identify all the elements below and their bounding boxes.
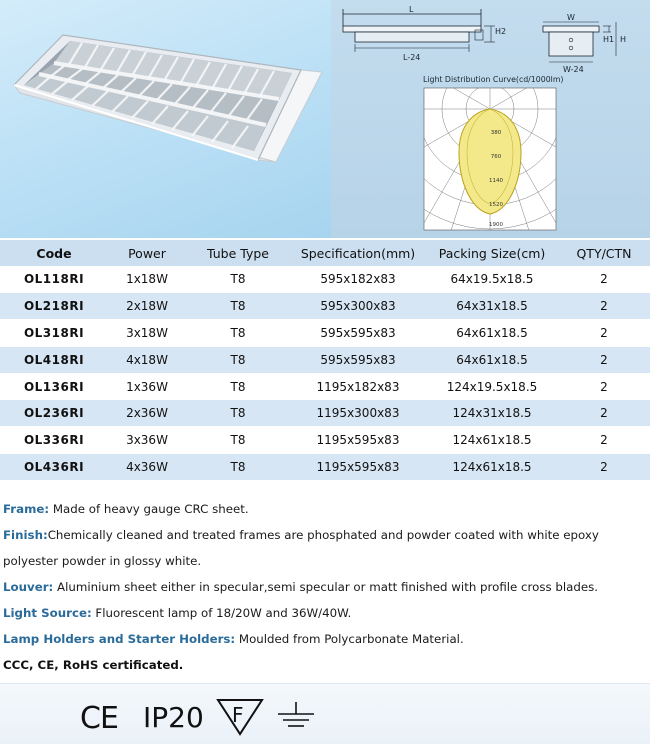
cell-power: 3x36W: [108, 427, 186, 454]
cell-code: OL318RI: [0, 320, 108, 347]
curve-value-4: 1520: [489, 202, 503, 208]
table-header-row: [0, 240, 650, 266]
col-header-packing-size: Packing Size(cm): [426, 240, 558, 266]
cell-specification: 595x182x83: [290, 266, 426, 293]
cell-packing-size: 124x61x18.5: [426, 454, 558, 481]
frame-text: Made of heavy gauge CRC sheet.: [49, 502, 249, 516]
cell-tube-type: T8: [186, 400, 290, 427]
cell-qty: 2: [558, 346, 650, 373]
cell-qty: 2: [558, 320, 650, 347]
finish-line: [3, 522, 646, 574]
cell-code: OL118RI: [0, 266, 108, 293]
cell-specification: 595x300x83: [290, 293, 426, 320]
f-mark-letter: F: [232, 703, 244, 727]
holders-line: [3, 626, 646, 652]
side-view-body: [343, 26, 481, 32]
curve-value-1: 380: [490, 130, 502, 136]
cert-marks-graphic: [0, 684, 650, 744]
light-source-text: Fluorescent lamp of 18/20W and 36W/40W.: [91, 606, 352, 620]
cell-specification: 595x595x83: [290, 320, 426, 347]
end-view-body: [543, 26, 599, 32]
luminaire-image: [0, 0, 331, 238]
cell-packing-size: 64x31x18.5: [426, 293, 558, 320]
cell-qty: 2: [558, 373, 650, 400]
certification-text: CCC, CE, RoHS certificated.: [3, 658, 184, 672]
cell-code: OL336RI: [0, 427, 108, 454]
louver-label: Louver:: [3, 580, 54, 594]
cell-tube-type: T8: [186, 427, 290, 454]
product-header: [0, 0, 650, 238]
cell-tube-type: T8: [186, 266, 290, 293]
col-header-qty: QTY/CTN: [558, 240, 650, 266]
frame-label: Frame:: [3, 502, 50, 516]
holders-label: Lamp Holders and Starter Holders:: [3, 632, 236, 646]
ip-rating: IP20: [143, 701, 204, 734]
cell-power: 2x36W: [108, 400, 186, 427]
table-row: [0, 400, 650, 427]
louver-line: [3, 574, 646, 600]
curve-value-3: 1140: [489, 178, 503, 184]
certification-marks: [0, 683, 650, 744]
light-curve-title: Light Distribution Curve(cd/1000lm): [423, 75, 564, 84]
cell-specification: 1195x595x83: [290, 454, 426, 481]
cell-code: OL418RI: [0, 346, 108, 373]
cell-packing-size: 124x19.5x18.5: [426, 373, 558, 400]
col-header-specification: Specification(mm): [290, 240, 426, 266]
cell-power: 3x18W: [108, 320, 186, 347]
cell-packing-size: 124x31x18.5: [426, 400, 558, 427]
louver-text: Aluminium sheet either in specular,semi specular or matt finished with profile cross blades.: [53, 580, 599, 594]
cell-packing-size: 64x61x18.5: [426, 320, 558, 347]
cell-qty: 2: [558, 400, 650, 427]
cell-tube-type: T8: [186, 293, 290, 320]
cell-tube-type: T8: [186, 346, 290, 373]
cell-code: OL218RI: [0, 293, 108, 320]
cell-packing-size: 124x61x18.5: [426, 427, 558, 454]
cell-qty: 2: [558, 266, 650, 293]
cell-power: 4x18W: [108, 346, 186, 373]
cell-qty: 2: [558, 454, 650, 481]
dim-H1-label: H1: [603, 35, 615, 44]
cell-code: OL136RI: [0, 373, 108, 400]
dim-L-label: L: [409, 5, 414, 14]
product-photo: [0, 0, 331, 238]
cell-power: 4x36W: [108, 454, 186, 481]
table-row: [0, 320, 650, 347]
cell-qty: 2: [558, 427, 650, 454]
dimension-drawing: [331, 0, 650, 238]
ce-mark: CE: [80, 701, 118, 736]
dim-W-label: W: [567, 13, 575, 22]
cell-specification: 1195x595x83: [290, 427, 426, 454]
technical-drawing-panel: [331, 0, 650, 238]
cell-packing-size: 64x19.5x18.5: [426, 266, 558, 293]
cell-specification: 595x595x83: [290, 346, 426, 373]
finish-text: Chemically cleaned and treated frames are phosphated and powder coated with white epoxy polyester powder in glossy white.: [3, 528, 599, 568]
dim-L24-label: L-24: [403, 53, 421, 62]
cell-specification: 1195x182x83: [290, 373, 426, 400]
table-row: [0, 373, 650, 400]
dim-W24-label: W-24: [563, 65, 584, 74]
light-source-line: [3, 600, 646, 626]
cell-packing-size: 64x61x18.5: [426, 346, 558, 373]
table-row: [0, 454, 650, 481]
cell-power: 1x18W: [108, 266, 186, 293]
col-header-power: Power: [108, 240, 186, 266]
cell-specification: 1195x300x83: [290, 400, 426, 427]
cell-code: OL236RI: [0, 400, 108, 427]
table-row: [0, 293, 650, 320]
specification-table: [0, 240, 650, 481]
holders-text: Moulded from Polycarbonate Material.: [235, 632, 464, 646]
f-mark-icon: [218, 700, 262, 734]
curve-value-2: 760: [490, 154, 502, 160]
cell-qty: 2: [558, 293, 650, 320]
table-row: [0, 266, 650, 293]
cell-code: OL436RI: [0, 454, 108, 481]
light-source-label: Light Source:: [3, 606, 92, 620]
col-header-tube-type: Tube Type: [186, 240, 290, 266]
table-row: [0, 427, 650, 454]
cell-tube-type: T8: [186, 373, 290, 400]
cell-power: 1x36W: [108, 373, 186, 400]
dim-H2-label: H2: [495, 27, 507, 36]
cell-tube-type: T8: [186, 320, 290, 347]
table-row: [0, 346, 650, 373]
cell-tube-type: T8: [186, 454, 290, 481]
curve-value-5: 1900: [489, 222, 503, 228]
cell-power: 2x18W: [108, 293, 186, 320]
finish-label: Finish:: [3, 528, 48, 542]
ground-icon: [278, 702, 314, 726]
frame-line: [3, 496, 646, 522]
dim-H-label: H: [620, 35, 627, 44]
product-description: [0, 496, 650, 678]
col-header-code: Code: [0, 240, 108, 266]
certification-line: [3, 652, 646, 678]
